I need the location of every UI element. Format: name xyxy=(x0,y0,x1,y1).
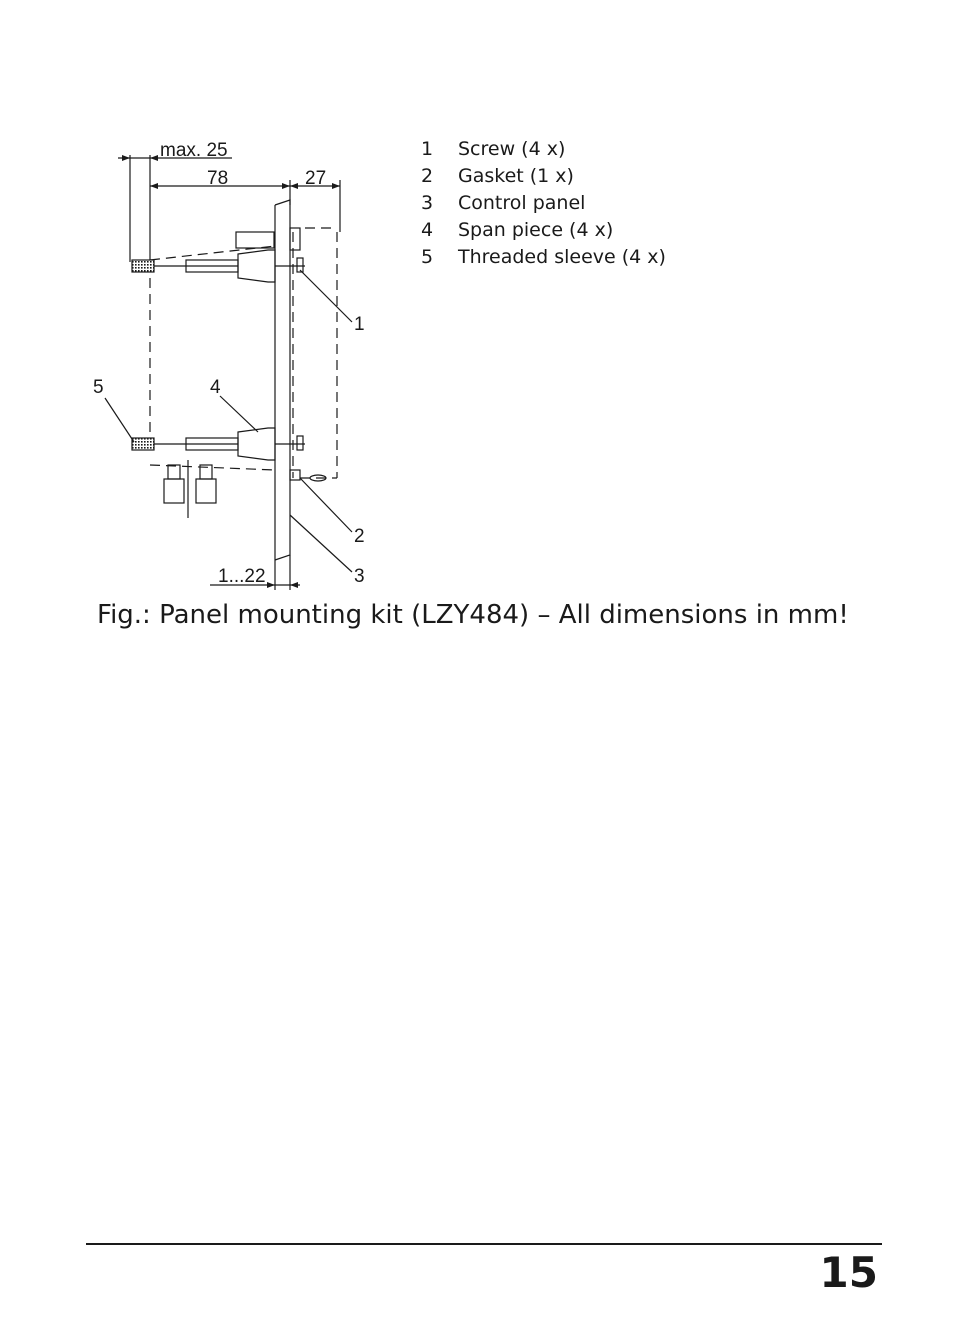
legend-text: Control panel xyxy=(458,192,586,214)
legend-text: Span piece (4 x) xyxy=(458,219,614,241)
callout-4: 4 xyxy=(210,377,221,398)
dim-max: max. 25 xyxy=(160,140,228,161)
callout-5: 5 xyxy=(93,377,104,398)
callout-1: 1 xyxy=(354,314,365,335)
page-number: 15 xyxy=(819,1248,878,1297)
legend-number: 2 xyxy=(421,165,434,187)
callout-2: 2 xyxy=(354,526,365,547)
footer-divider xyxy=(86,1243,882,1245)
legend-text: Screw (4 x) xyxy=(458,138,566,160)
legend-number: 1 xyxy=(421,138,434,160)
legend-number: 5 xyxy=(421,246,434,268)
legend-item xyxy=(421,163,666,190)
dim-front: 27 xyxy=(305,168,327,189)
legend-item xyxy=(421,190,666,217)
legend-item xyxy=(421,217,666,244)
legend-number: 3 xyxy=(421,192,434,214)
legend-item xyxy=(421,244,666,271)
legend-text: Gasket (1 x) xyxy=(458,165,574,187)
callout-3: 3 xyxy=(354,566,365,587)
panel-mounting-drawing xyxy=(0,0,954,640)
figure-caption: Fig.: Panel mounting kit (LZY484) – All dimensions in mm! xyxy=(97,600,849,630)
dim-panel: 1...22 xyxy=(218,566,266,587)
legend-number: 4 xyxy=(421,219,434,241)
parts-legend xyxy=(421,136,666,271)
legend-text: Threaded sleeve (4 x) xyxy=(458,246,666,268)
legend-item xyxy=(421,136,666,163)
dim-depth: 78 xyxy=(207,168,229,189)
